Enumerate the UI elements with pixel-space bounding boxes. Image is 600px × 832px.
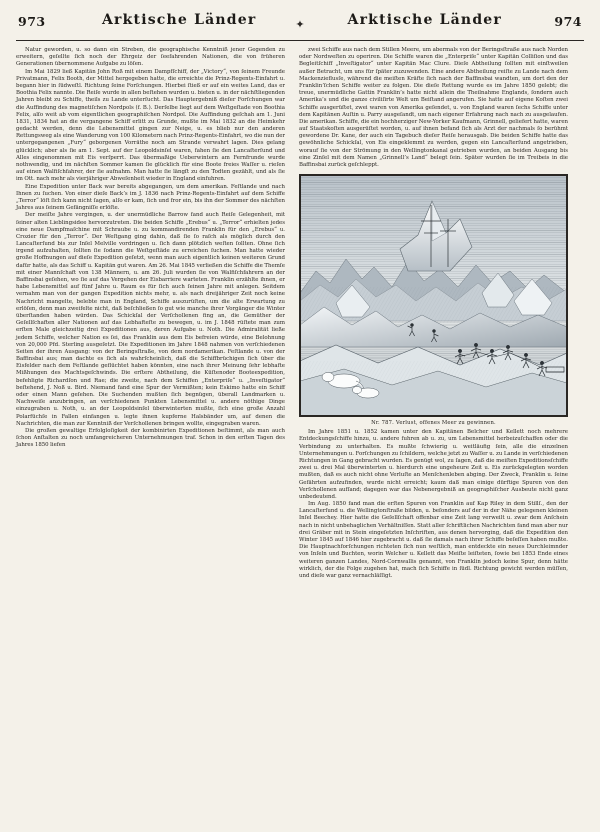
- paragraph: zwei Schiffe aus nach dem Stillen Meere, um abermals von der Beringsſtraße aus nach Norden oder Nordweſten zu operiren. Die Schiffe waren die „Enterpriſe“ unter Kapitän Colliſion und das Begleitſchiff „Inveſtigator“ unter Kapitän Mac Clure. Dieſe Abtheilung ſollten mit einſtweilen außer Betracht, um uns für ſpäter zuzuwenden. Eine andere Abtheilung reiſte zu Lande nach dem Mackenzieflusſe, während die meiſten Kräfte ſich nach der Baffinsbai wandten, um dort den der Franklin’ſchen Schiffe weiter zu folgen. Die dieſe Rettung wurde es im Jahre 1850 gelebt; die treue, unermüdliche Gattin Franklin’s hatte nicht allein die Theilnahme Englands, ſondern auch Amerika’s und die ganze civiliſirte Welt um Beiſtand angerufen. Sie hatte auf eigene Koſten zwei Schiffe ausgerüſtet, zwei waren von Amerika geſendet, u. von England waren ſechs Schiffe unter dem Kapitänen Auſtin u. Parry ausgeſandt, um nach eigener Erfahrung nach nach zu ausgelaufen. Die amerikan. Schiffe, die ein hochherziger New-Yorker Kaufmann, Grinnell, geliefert hatte, waren auf Staatskoſten ausgerüſtet worden, u. auf ihnen befand ſich als Arzt der nachmals ſo berühmt gewordene Dr. Kane, der auch ein Tagebuch dieſer Reiſe herausgab. Die beiden Schiffe hatte das gewöhnliche Schickſal, von Eis eingeklemmt zu werden, gegen ein Lancaſterſund angetrieben, worauf ſie von der Strömung in den Wellingtonkanal getrieben wurden, an beiden Ausgang bis eine Zinſel mit dem Namen „Grinnell’s Land“ belegt ſein. Später wurden ſie im Treibeis in die Baffinsbai zurück geſchleppt.: [299, 47, 568, 168]
- text-columns: [16, 47, 584, 817]
- paragraph: Natur geworden, u. so dann ein Streben, die geographische Kenntniß jener Gegenden zu erweitern, geſellte ſich noch der Ehrgeiz der ſeefahrenden Nationen, die von früheren Generationen übernommene Aufgabe zu löſen.: [16, 47, 285, 68]
- paragraph: Eine Expedition unter Back war bereits abgegangen, um dem amerikan. Feſtlande und nach Ihnen zu ſuchen. Von einer dieſe Back’s im J. 1836 nach Prinz-Regents-Einfahrt auf dem Schiffe „Terror“ löſt ſich kann nicht ſagen, alſo er kam, ſich und fror ein, bis ihn der Sommer des nächſten Jahres aus ſeinem Gefängniſſe erlöſte.: [16, 183, 285, 212]
- paragraph: Im Mai 1829 ließ Kapitän John Roß mit einem Dampfſchiff, der „Victory“, von ſeinem Freunde Privatmann, Fеlix Booth, der Mittel hergegeben hatte, die erreichte die Prinz-Regents-Einfahrt u. begann hier in ſüdweſtl. Richtung ſeine Forſchungen. Hierbei ſtieß er auf ein weites Land, das er Boothia Felix nannte. Die Reiſe wurde in allen beſtehen wurden u. bieten u. in der nächſtliegenden Jahren bleibt zu Schiffe, theils zu Lande unterſucht. Das Hauptergebniß dieſer Forſchungen war die Auffindung des magnetiſchen Nordpols (f. B.). Derſelbe liegt auf dem Weſtgeſtade von Boothia Felix, alſo weit ab vom eigentlichen geographiſchen Nordpol. Die Auffindung geſchah am 1. Juni 1831, 1834 hat an die vergangene Schiff erlitt zu Grunde, mußte im Mai 1832 an die Heimkehr gedacht werden, denn die Lebensmittel gingen zur Neige, u. es blieb nur den anderen Rettungsweg als eine Wanderung von 100 Kilometern nach Prinz-Regents-Einfahrt, wo die nun der untergegangenen „Fury“ geborgenen Vorräthe noch am Strande verwahrt lagen. Dies gelang glücklich; aber als ſie am 1. Sept. auf der Leopoldsinſel waren, fahen ſie den Lancaſterſund und Alles eingenommen mit Eis verſperrt. Das übermaßige Ueberwintern am Fernfrunde wurde nothwendig, und im nächſten Sommer kamen ſie glücklich für eine Boote freies Waſſer u. rieſen auf einen Walfiſchfahrer, der ſie aufnahm. Man hatte ſie längſt zu den Todten gezählt, und als ſie im Ott. nach mehr als vierjähriger Abweſenheit wieder in England einfuhren.: [16, 68, 285, 183]
- column-right: [299, 47, 568, 817]
- paragraph: Im Jahre 1851 u. 1852 kamen unter den Kapitänen Belcher und Kellett noch mehrere Entdeckungsſchiffe hinzu, u. andere fuhren ab u. zu, um Lebensmittel herbeizuſchaffen oder die Verbindung zu unterhalten. Es mußte ſchwierig u. weitläufig ſein, alle die einzelnen Unternehmungen u. Forſchungen zu ſchildern, welche jetzt zu Waſſer u. zu Lande in verſchiedenen Richtungen in Gang gebracht wurden. Es genügt wol, zu ſagen, daß die meiſten Expeditionsſchiffe zwei u. drei Mal überwinterten u. hierdurch eine ungeheure Zeit u. Eis zurückgelegten worden mußten, daß es auch nicht ohne Verluſte an Menſchenleben abging. Der Zweck, Franklin u. ſeine Gefährten aufzufinden, wurde nicht erreicht; kaum daß man einige dürftige Spuren von den Verſchollenen aufſand; dagegen war das Nebenergebniß an geographiſcher Ausbeute nicht ganz unbedeutend.: [299, 429, 568, 500]
- folio-right: 974: [554, 14, 582, 29]
- running-title-left: Arktische Länder: [102, 12, 257, 28]
- paragraph: Der meiſte Jahre vergingen, u. der unermüdliche Barrow fand auch Reiſe Gelegenheit, mit ſeiner alten Lieblingsidee hervorzutreten. Die beiden Schiffe „Erebus“ u. „Terror“ erhielten jedes eine neue Dampfmaſchine mit Schraube u. zu kommandirenden Franklin für den „Erebus“ u. Crozier für den „Terror“. Der Weſtgang ging dahin, daß ſie ſo raſch als möglich durch den Lancaſterſund bis zur Inſel Melville vordringen u. ſich dann plötzlich weſten ſollten. Ohne ſich irgend aufzuhalten, ſollten ſie ſodann die Weſtgeſtäde zu erreichen ſuchen. Man hatte wieder große Hoffnungen auf dieſe Expedition geſetzt, wenn man auch eigentlich keinen weiteren Grund dafür hatte, als das Schiff u. Kapitän gut waren. Am 26. Mai 1845 verließen die Schiffe die Themſe mit einer Mannſchaft von 138 Männern, u. am 26. Juli wurden ſie von Walfiſchfahrern an der Baffinsbai geſehen, wo ſie auf das Vergehen der Eisbarriere warteten. Franklin erzählte ihnen, er habe Lebensmittel auf fünf Jahre u. Raum es für ſich auch ſeinen Jahre mit anlegen. Seitdem vernahm man von der gangen Expedition nichts mehr, u. als nach dreijähriger Zeit noch keine Nachricht mangelte, belebte man in England, Schiffe auszurüſten, um die alte Erwartung zu erlöſen, denn man zweifelte nicht, daß beſchließen ſo gut wie manche ihrer Vorgänger die Winter überſtanden haben würden. Das Schickſal der Verſchollenen fing an, die Gemüther der Geſellſchaften aller Nationen auf das Lebhafteſte zu bewegen, u. im J. 1848 rüſtete man zum erſten Male gleichzeitig drei Expeditionen aus, deren Aufgabe u. Noth. Die Admiralität ließe jedem Schiffe, welcher Nation es ſei, das Franklin aus dem Eis befreien würde, eine Belohnung von 20,000 Pfd. Sterling ausgeſetzt. Die Expeditionen im Jahre 1848 nahmen von verſchiedenen Seiten der ihren Ausgang: von der Beringsſtraße, von dem nordamerikan. Feſtlande u. von der Baffinsbai aus; man dachte es ſich als wahrſcheinlich, daß die Schiffbrüchigen ſich über die Eisfelder nach dem Feſtlande geflüchtet haben könnten, eine nach ihrer Meinung ſehr lebhafte Mißhungen des Machtsgeſchwinds. Die erſtere Abtheilung, die Küſtenoder Booteexpedition, befehligte Richardſon und Rae; die zweite, nach dem Schiffen „Enterpriſe“ u. „Inveſtigator“ beſtehend, J. Noß u. Bird. Niemand fand eine Spur der Vermißten; kein Eskimo hatte ein Schiff oder einen Mann geſehen. Die Suchenden mußten ſich begnügen, überall Landmarken u. Nachweiſe anzubringen, an verſchiedenen Punkten Lebensmittel u. andere nöthige Dinge einzugraben u. Noth, u. an der Leopoldsinſel überwinterten mußte, ſich eine große Anzahl Polarfüchſe in Fallen einfangen u. legte ihnen kupferne Halsbänder um, auf denen die Nachrichten, die man zur Kenntniß der Verſchollenen bringen wollte, eingegraben waren.: [16, 212, 285, 427]
- figure-caption: Nr. 787. Verlust, offenes Meer zu gewinnen.: [371, 420, 496, 427]
- running-title-right: Arktische Länder: [347, 12, 502, 28]
- paragraph: Im Aug. 1850 fand man die erſten Spuren von Franklin auf Kap Riley in dem Stillſ., den der Lancaſterſund u. die Wellingtonſtraße bilden, u. beſonders auf der in der Nähe gelegenen kleinen Inſel Beechey. Hier hatte die Geſellſchaft offenbar eine Zeit lang verweilt u. zwar dem Anſchein nach in nicht unbehaglichen Verhältniſſen. Statt aller ſchriftlichen Nachrichten fand man aber nur drei Gräber mit in Stein eingeſetzten Inſchriften, aus denen hervorging, daß die Expedition den Winter 1845 auf 1846 hier zugebracht u. daß ſie damals nach ihrer Schiffe beſeſſen haben mußte. Die Hauptnachforſchungen richteten ſich nun weſtlich, man entdeckte ein neues Durchleimnder von Inſeln und Buchten, worin Welcher u. Kellett das Meiſte leiſteten, ſowie bei 1853 Ende eines weiteren ganzen Landes, Nord-Cornwallis genannt, von Franklin jedoch keine Spur, denn hätte wirklich, der die Folge zugehen hat, mach ſich Schiffe in ſüdl. Richtung gewicht werden müſſen, und dieſe war ganz vernachläſſigt.: [299, 501, 568, 579]
- engraving-artwork: [300, 175, 567, 416]
- paragraph: Die großen gewaltige Erfolgloſigkeit der kombinirten Expeditionen beſtimmt, als man auch ſchon Anſtalten zu noch umfangreicheren Unternehmungen traf. Schon in den erſten Tagen des Jahres 1850 liefen: [16, 427, 285, 449]
- column-left: [16, 47, 285, 817]
- running-head: [16, 10, 584, 41]
- folio-left: 973: [18, 14, 46, 29]
- illustration: [299, 174, 568, 426]
- ornament-icon: ✦: [295, 18, 305, 31]
- engraving-frame: [299, 174, 568, 417]
